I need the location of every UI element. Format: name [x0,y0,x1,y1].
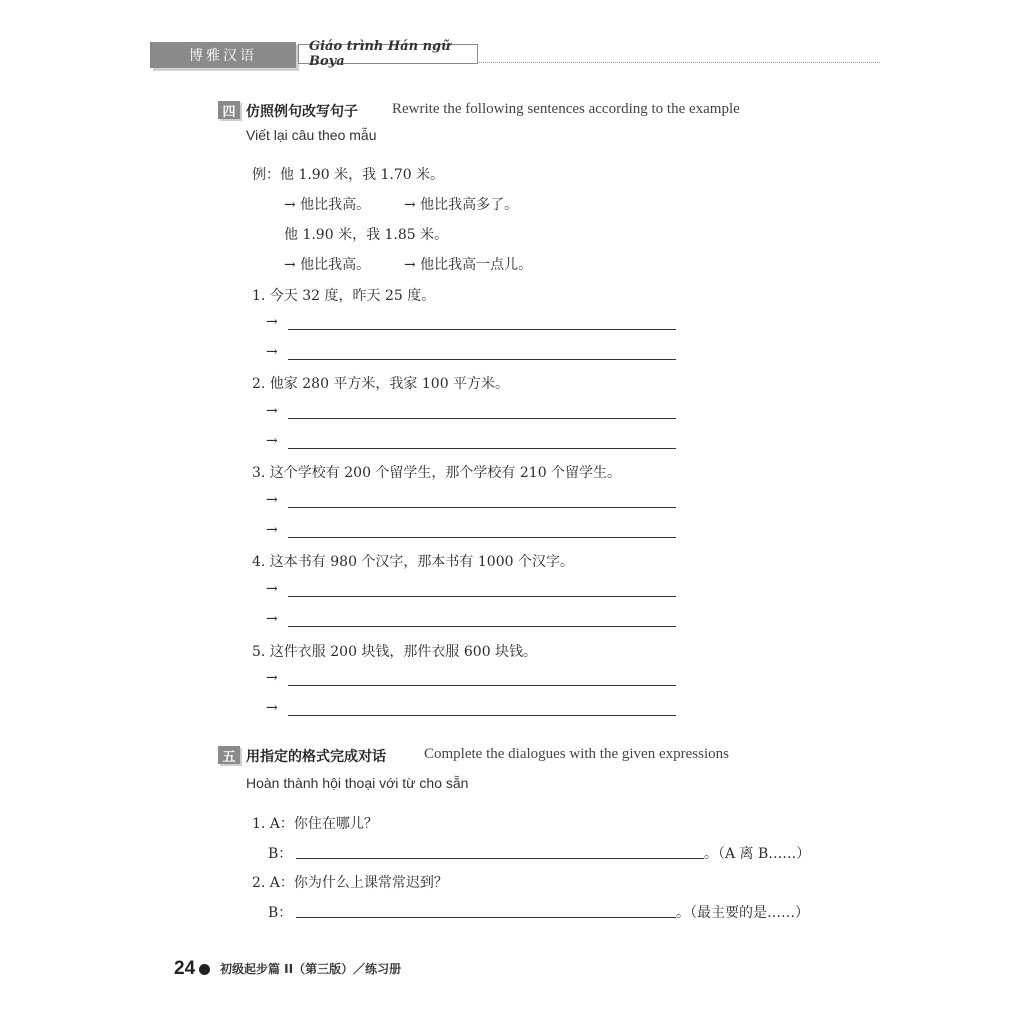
dialogue-1-question: 1. A：你住在哪儿？ [252,816,378,832]
arrow-icon: → [266,670,278,686]
section-5-english: Complete the dialogues with the given expressions [424,746,729,762]
page-number: 24 [174,958,196,979]
header-series-tab: 博雅汉语 [150,42,296,68]
example-line-2a: → 他比我高。 [284,197,371,213]
answer-blank-5a[interactable] [288,685,676,686]
section-4-title: 仿照例句改写句子 [246,104,358,120]
arrow-icon: → [266,611,278,627]
footer-book-title: 初级起步篇 II（第三版）／练习册 [220,962,402,976]
header-series-subtitle: Giáo trình Hán ngữ Boya [298,44,478,64]
exercise-item-1: 1. 今天 32 度，昨天 25 度。 [252,288,436,304]
section-5-title: 用指定的格式完成对话 [246,749,386,765]
section-4-english: Rewrite the following sentences according to the example [392,101,740,117]
example-line-1: 例：他 1.90 米，我 1.70 米。 [252,167,445,183]
dialogue-2-b-label: B： [268,905,293,921]
exercise-item-4: 4. 这本书有 980 个汉字，那本书有 1000 个汉字。 [252,554,574,570]
arrow-icon: → [266,403,278,419]
answer-blank-4a[interactable] [288,596,676,597]
exercise-item-2: 2. 他家 280 平方米，我家 100 平方米。 [252,376,510,392]
section-5-vietnamese: Hoàn thành hội thoại với từ cho sẵn [246,775,469,791]
dialogue-1-answer-blank[interactable] [296,858,704,859]
answer-blank-5b[interactable] [288,715,676,716]
section-4-vietnamese: Viết lại câu theo mẫu [246,127,377,143]
dialogue-2-question: 2. A：你为什么上课常常迟到？ [252,875,448,891]
example-line-4b: → 他比我高一点儿。 [404,257,533,273]
answer-blank-4b[interactable] [288,626,676,627]
dialogue-2-hint: 。（最主要的是……） [676,905,809,921]
dialogue-2-answer-blank[interactable] [296,917,676,918]
answer-blank-1b[interactable] [288,359,676,360]
answer-blank-1a[interactable] [288,329,676,330]
section-4-number: 四 [218,101,240,119]
arrow-icon: → [266,344,278,360]
dialogue-1-hint: 。（A 离 B……） [704,846,811,862]
arrow-icon: → [266,700,278,716]
arrow-icon: → [266,314,278,330]
example-line-2b: → 他比我高多了。 [404,197,519,213]
answer-blank-2a[interactable] [288,418,676,419]
exercise-item-3: 3. 这个学校有 200 个留学生，那个学校有 210 个留学生。 [252,465,622,481]
dialogue-1-b-label: B： [268,846,293,862]
arrow-icon: → [266,492,278,508]
arrow-icon: → [266,581,278,597]
answer-blank-3a[interactable] [288,507,676,508]
exercise-item-5: 5. 这件衣服 200 块钱，那件衣服 600 块钱。 [252,644,538,660]
arrow-icon: → [266,433,278,449]
answer-blank-2b[interactable] [288,448,676,449]
section-5-number: 五 [218,746,240,764]
arrow-icon: → [266,522,278,538]
example-line-4a: → 他比我高。 [284,257,371,273]
bullet-icon [199,964,210,975]
answer-blank-3b[interactable] [288,537,676,538]
example-line-3: 他 1.90 米，我 1.85 米。 [284,227,449,243]
